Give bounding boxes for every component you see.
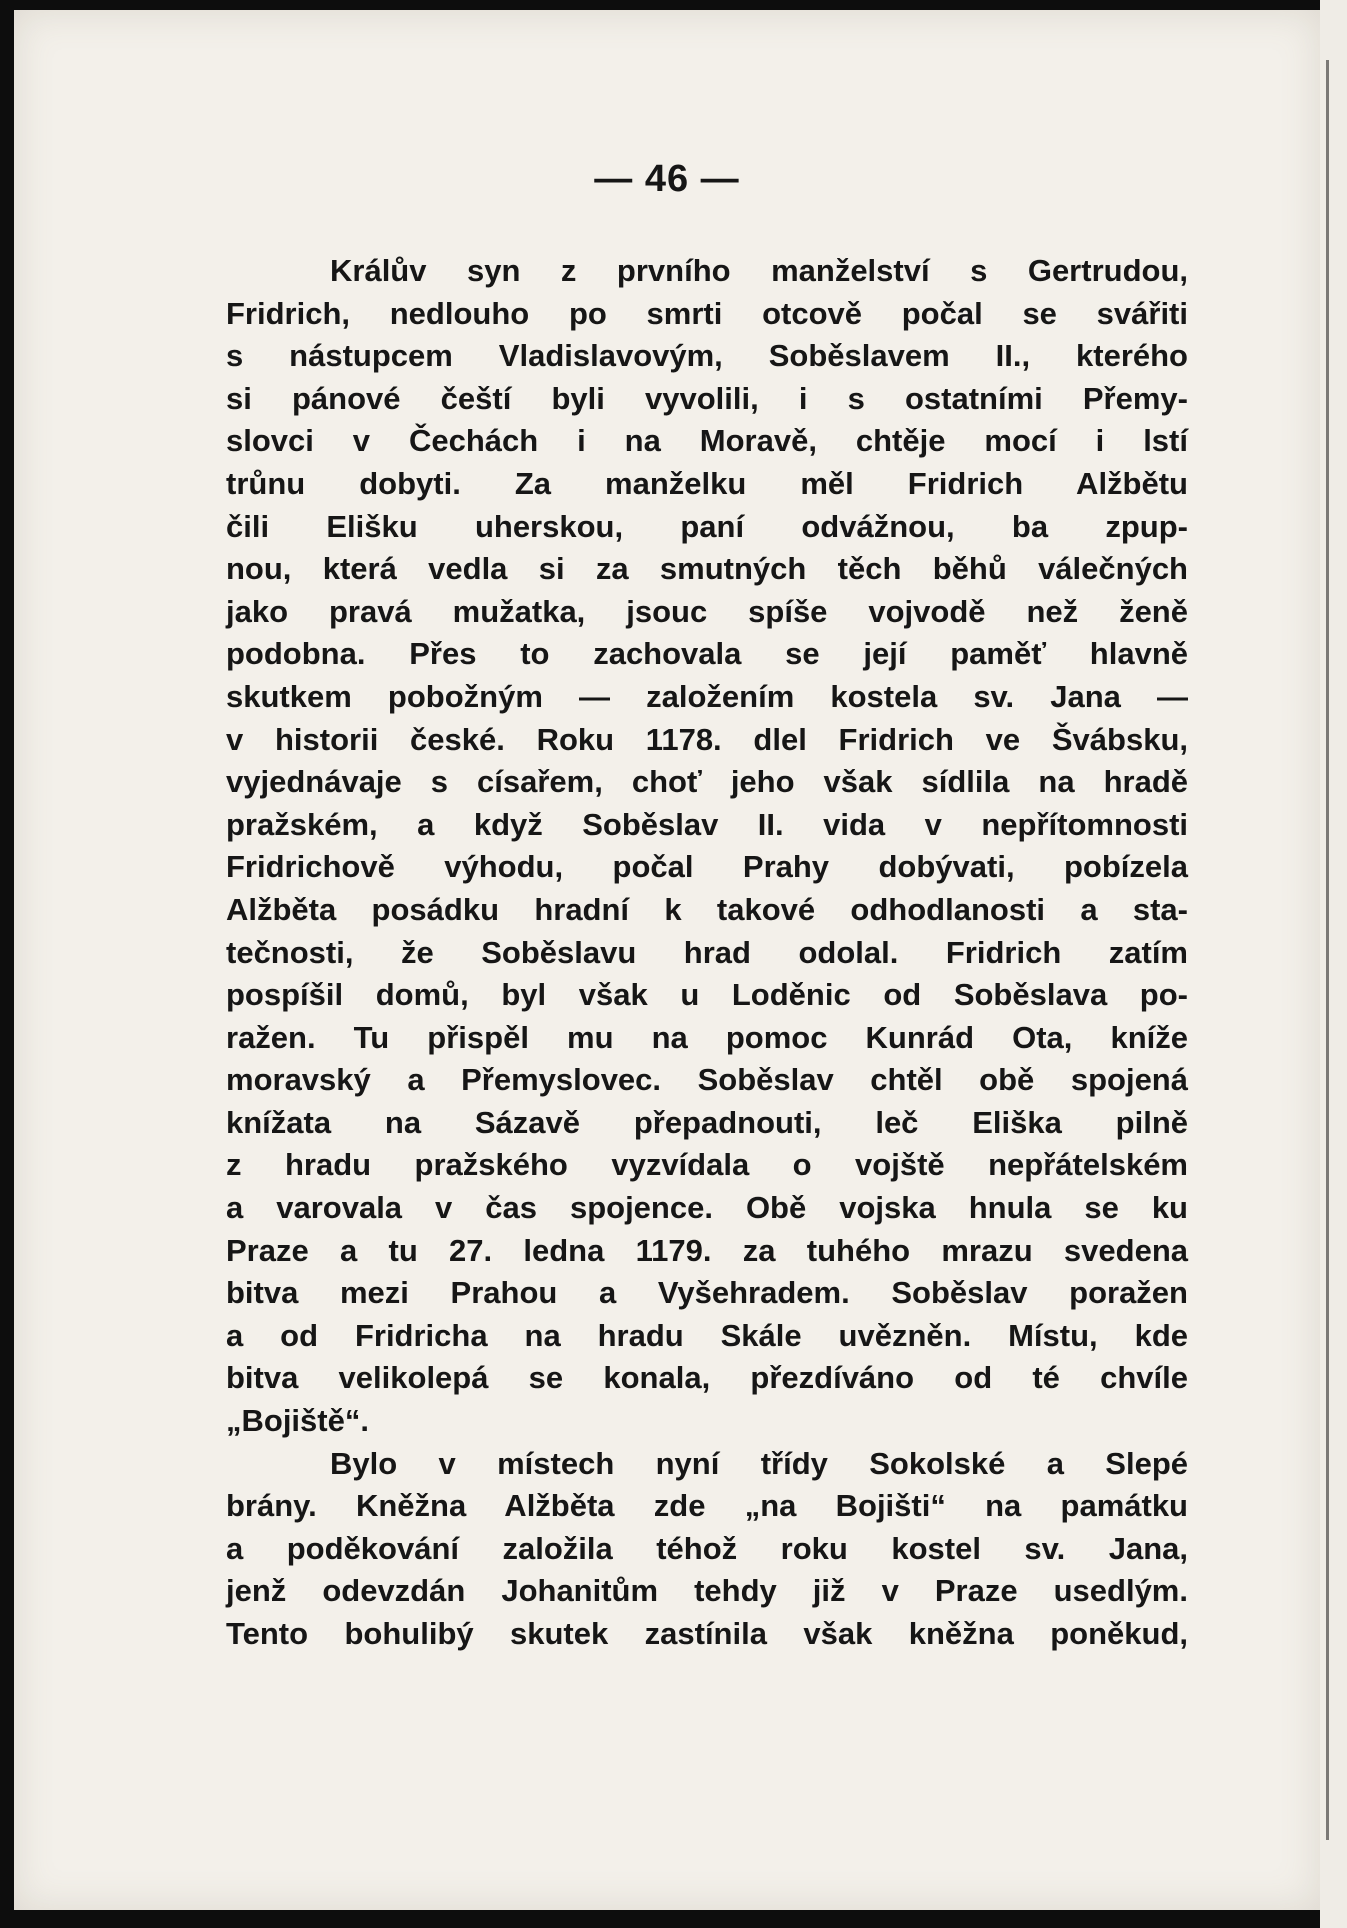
- paragraph-1: [226, 250, 1188, 1443]
- text-line: a od Fridricha na hradu Skále uvězněn. Místu, kde: [226, 1317, 1188, 1353]
- text-line: brány. Kněžna Alžběta zde „na Bojišti“ na památku: [226, 1488, 1188, 1524]
- text-line: Alžběta posádku hradní k takové odhodlanosti a sta-: [226, 891, 1188, 927]
- binding-rule: [1326, 60, 1329, 1840]
- text-line: v historii české. Roku 1178. dlel Fridrich ve Švábsku,: [226, 721, 1188, 757]
- text-line: moravský a Přemyslovec. Soběslav chtěl obě spojená: [226, 1062, 1188, 1098]
- text-line: ražen. Tu přispěl mu na pomoc Kunrád Ota, kníže: [226, 1019, 1188, 1055]
- text-line: slovci v Čechách i na Moravě, chtěje mocí i lstí: [226, 423, 1188, 459]
- text-line: Fridrichově výhodu, počal Prahy dobývati, pobízela: [226, 849, 1188, 885]
- text-line: čili Elišku uherskou, paní odvážnou, ba zpup-: [226, 508, 1188, 544]
- text-line: tečnosti, že Soběslavu hrad odolal. Fridrich zatím: [226, 934, 1188, 970]
- text-line: jenž odevzdán Johanitům tehdy již v Praze usedlým.: [226, 1573, 1188, 1609]
- text-line: trůnu dobyti. Za manželku měl Fridrich Alžbětu: [226, 465, 1188, 501]
- text-line: jako pravá mužatka, jsouc spíše vojvodě než ženě: [226, 593, 1188, 629]
- text-line: pospíšil domů, byl však u Loděnic od Soběslava po-: [226, 977, 1188, 1013]
- text-line: bitva mezi Prahou a Vyšehradem. Soběslav poražen: [226, 1275, 1188, 1311]
- text-line: z hradu pražského vyzvídala o vojště nepřátelském: [226, 1147, 1188, 1183]
- text-line: vyjednávaje s císařem, choť jeho však sídlila na hradě: [226, 764, 1188, 800]
- text-line: pražském, a když Soběslav II. vida v nepřítomnosti: [226, 806, 1188, 842]
- text-line: s nástupcem Vladislavovým, Soběslavem II., kterého: [226, 338, 1188, 374]
- text-line: knížata na Sázavě přepadnouti, leč Eliška pilně: [226, 1104, 1188, 1140]
- text-line: Fridrich, nedlouho po smrti otcově počal se svářiti: [226, 295, 1188, 331]
- body-text: [226, 250, 1188, 1656]
- text-line: Bylo v místech nyní třídy Sokolské a Slepé: [330, 1445, 1188, 1481]
- text-line: Králův syn z prvního manželství s Gertrudou,: [330, 253, 1188, 288]
- text-line: podobna. Přes to zachovala se její paměť hlavně: [226, 636, 1188, 672]
- text-line: Tento bohulibý skutek zastínila však kněžna poněkud,: [226, 1616, 1188, 1651]
- text-line: a varovala v čas spojence. Obě vojska hnula se ku: [226, 1190, 1188, 1226]
- text-line: Praze a tu 27. ledna 1179. za tuhého mrazu svedena: [226, 1232, 1188, 1268]
- text-line: a poděkování založila téhož roku kostel sv. Jana,: [226, 1530, 1188, 1566]
- paragraph-2: [226, 1443, 1188, 1656]
- text-line: „Bojiště“.: [226, 1403, 369, 1439]
- text-line: si pánové čeští byli vyvolili, i s ostatními Přemy-: [226, 380, 1188, 416]
- page-number: — 46 —: [594, 158, 740, 200]
- text-line: bitva velikolepá se konala, přezdíváno od té chvíle: [226, 1360, 1188, 1396]
- text-line: skutkem pobožným — založením kostela sv. Jana —: [226, 678, 1188, 714]
- page-edge: [1320, 0, 1347, 1928]
- text-line: nou, která vedla si za smutných těch běhů válečných: [226, 551, 1188, 587]
- book-page: [14, 10, 1320, 1910]
